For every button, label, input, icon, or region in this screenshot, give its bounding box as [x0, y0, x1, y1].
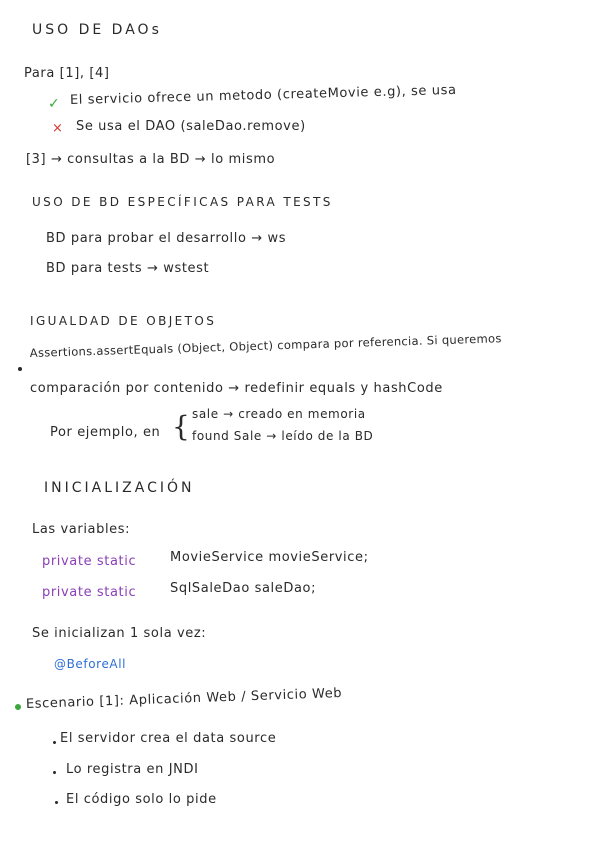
beforeall-annotation: @BeforeAll [54, 657, 127, 671]
assert-line-2: comparación por contenido → redefinir equals y hashCode [30, 381, 443, 396]
green-bullet-dot [15, 704, 21, 710]
bd-line-test: BD para tests → wstest [46, 261, 210, 276]
check-line-text: El servicio ofrece un metodo (createMovie e.g), se usa [69, 82, 457, 108]
sub-bullet-dot [53, 741, 56, 744]
scenario-line: Escenario [1]: Aplicación Web / Servicio Web [25, 685, 343, 712]
sub-bullet-dot [55, 801, 58, 804]
sub-bullet-3: El código solo lo pide [66, 792, 217, 807]
var1-declaration: MovieService movieService; [170, 550, 369, 565]
init-once-label: Se inicializan 1 sola vez: [32, 626, 207, 641]
bd-line-dev: BD para probar el desarrollo → ws [46, 231, 287, 246]
cross-line-text: Se usa el DAO (saleDao.remove) [76, 119, 306, 134]
bullet-dot [18, 367, 22, 371]
example-found-sale: found Sale → leído de la BD [192, 429, 374, 443]
var1-modifiers: private static [42, 554, 137, 569]
example-prefix: Por ejemplo, en [50, 425, 161, 440]
check-icon: ✓ [48, 96, 61, 112]
ref3-line: [3] → consultas a la BD → lo mismo [26, 152, 276, 167]
cross-icon: × [52, 121, 64, 136]
initialization-heading: INICIALIZACIÓN [44, 480, 195, 496]
dao-usage-heading: USO DE DAOs [32, 22, 162, 38]
sub-bullet-dot [53, 771, 56, 774]
curly-brace-icon: { [172, 410, 190, 443]
var2-modifiers: private static [42, 585, 137, 600]
sub-bullet-1: El servidor crea el data source [60, 731, 277, 746]
variables-label: Las variables: [32, 522, 131, 537]
sub-bullet-2: Lo registra en JNDI [66, 762, 199, 777]
example-sale: sale → creado en memoria [192, 407, 366, 421]
object-equality-heading: IGUALDAD DE OBJETOS [30, 314, 217, 328]
var2-declaration: SqlSaleDao saleDao; [170, 581, 317, 596]
assert-line-1: Assertions.assertEquals (Object, Object) compara por referencia. Si queremos [29, 331, 502, 360]
para-reference-line: Para [1], [4] [24, 66, 110, 81]
bd-tests-heading: USO DE BD ESPECÍFICAS PARA TESTS [32, 195, 333, 209]
